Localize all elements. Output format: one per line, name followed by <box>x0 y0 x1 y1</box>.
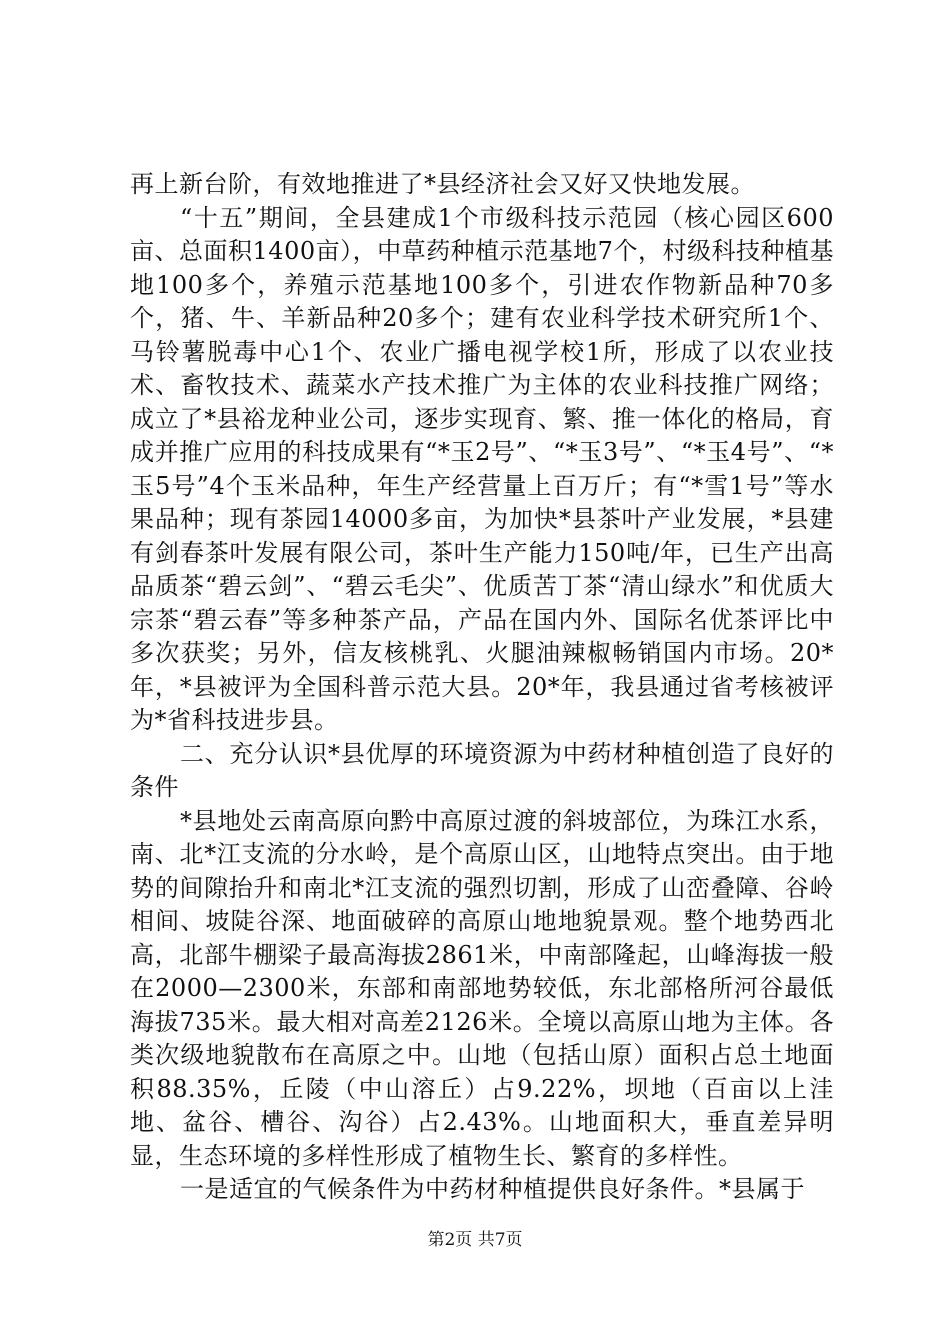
paragraph-terrain: *县地处云南高原向黔中高原过渡的斜坡部位，为珠江水系，南、北*江支流的分水岭，是个高原山区，山地特点突出。由于地势的间隙抬升和南北*江支流的强烈切割，形成了山峦叠障、谷岭相间、坡陡谷深、地面破碎的高原山地地貌景观。整个地势西北高，北部牛棚梁子最高海拔2861米，中南部隆起，山峰海拔一般在2000—2300米，东部和南部地势较低，东北部格所河谷最低海拔735米。最大相对高差2126米。全境以高原山地为主体。各类次级地貌散布在高原之中。山地（包括山原）面积占总土地面积88.35%，丘陵（中山溶丘）占9.22%，坝地（百亩以上洼地、盆谷、槽谷、沟谷）占2.43%。山地面积大，垂直差异明显，生态环境的多样性形成了植物生长、繁育的多样性。 <box>130 806 834 1170</box>
paragraph-continuation: 再上新台阶，有效地推进了*县经济社会又好又快地发展。 <box>130 170 755 198</box>
document-body <box>130 168 834 1207</box>
page-number-footer: 第2页 共7页 <box>427 1230 523 1250</box>
paragraph-climate: 一是适宜的气候条件为中药材种植提供良好条件。*县属于 <box>180 1175 805 1203</box>
paragraph-tenth-five-year: “十五”期间，全县建成1个市级科技示范园（核心园区600亩、总面积1400亩），中草药种植示范基地7个，村级科技种植基地100多个，养殖示范基地100多个，引进农作物新品种70多个，猪、牛、羊新品种20多个；建有农业科学技术研究所1个、马铃薯脱毒中心1个、农业广播电视学校1所，形成了以农业技术、畜牧技术、蔬菜水产技术推广为主体的农业科技推广网络；成立了*县裕龙种业公司，逐步实现育、繁、推一体化的格局，育成并推广应用的科技成果有“*玉2号”、“*玉3号”、“*玉4号”、“*玉5号”4个玉米品种，年生产经营量上百万斤；有“*雪1号”等水果品种；现有茶园14000多亩，为加快*县茶叶产业发展，*县建有剑春茶叶发展有限公司，茶叶生产能力150吨/年，已生产出高品质茶“碧云剑”、“碧云毛尖”、优质苦丁茶“清山绿水”和优质大宗茶“碧云春”等多种茶产品，产品在国内外、国际名优茶评比中多次获奖；另外，信友核桃乳、火腿油辣椒畅销国内市场。20*年，*县被评为全国科普示范大县。20*年，我县通过省考核被评为*省科技进步县。 <box>130 203 834 734</box>
section-heading-environment: 二、充分认识*县优厚的环境资源为中药材种植创造了良好的条件 <box>130 739 834 801</box>
